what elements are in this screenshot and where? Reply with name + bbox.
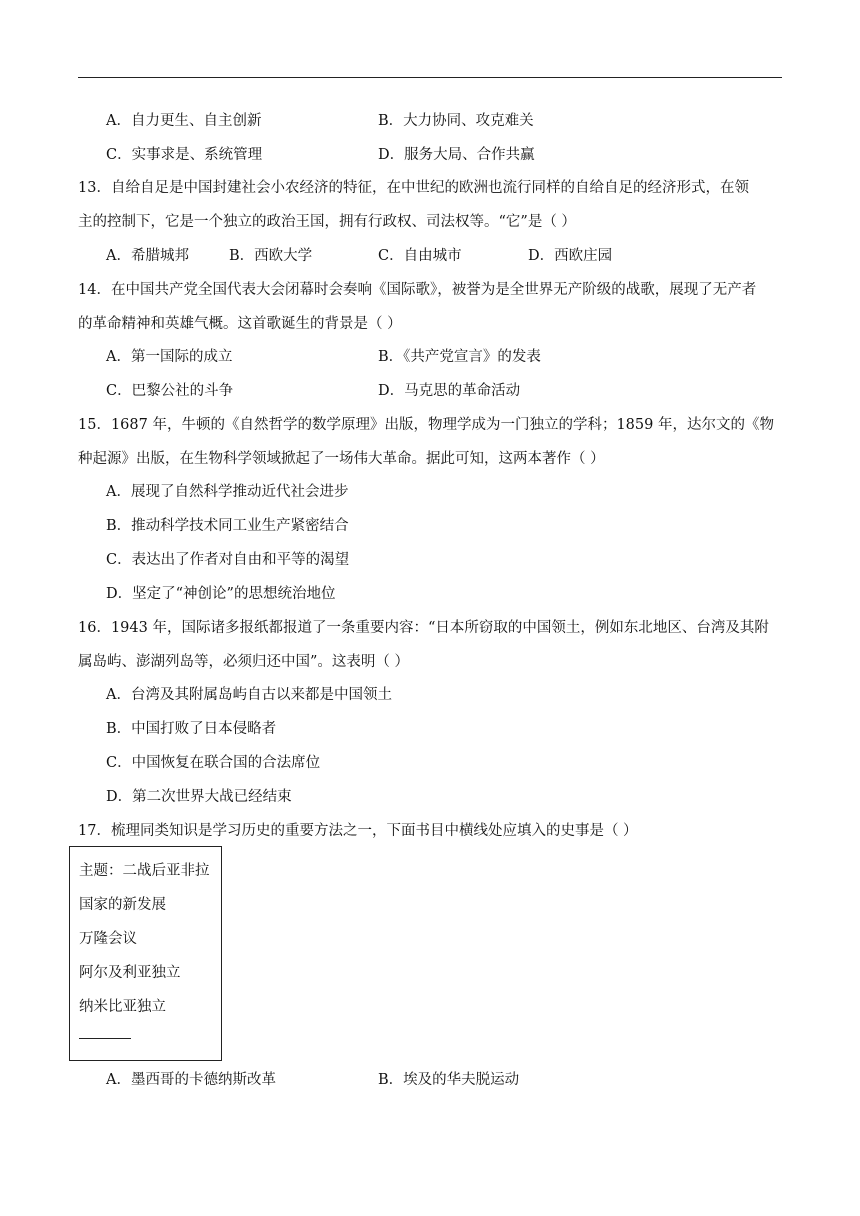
q12-option-a[interactable]: A．自力更生、自主创新 — [106, 113, 262, 129]
box-line-2: 国家的新发展 — [79, 897, 166, 913]
q12-option-b[interactable]: B．大力协同、攻克难关 — [378, 113, 534, 129]
q13-stem-line1: 13．自给自足是中国封建社会小农经济的特征，在中世纪的欧洲也流行同样的自给自足的经济形式，在领 — [78, 180, 749, 196]
header-rule — [78, 77, 782, 78]
q15-stem-line2: 种起源》出版，在生物科学领域掀起了一场伟大革命。据此可知，这两本著作（ ） — [78, 451, 605, 467]
q13-stem-line2: 主的控制下，它是一个独立的政治王国，拥有行政权、司法权等。“它”是（ ） — [78, 214, 576, 230]
q14-option-d[interactable]: D．马克思的革命活动 — [378, 383, 521, 399]
q15-option-a[interactable]: A．展现了自然科学推动近代社会进步 — [106, 484, 349, 500]
box-line-5: 纳米比亚独立 — [79, 999, 166, 1015]
q14-stem-line2: 的革命精神和英雄气概。这首歌诞生的背景是（ ） — [78, 316, 402, 332]
q16-option-a[interactable]: A．台湾及其附属岛屿自古以来都是中国领土 — [106, 687, 392, 703]
q15-option-d[interactable]: D．坚定了“神创论”的思想统治地位 — [106, 586, 336, 602]
q16-option-d[interactable]: D．第二次世界大战已经结束 — [106, 789, 292, 805]
q12-option-c[interactable]: C．实事求是、系统管理 — [106, 147, 263, 163]
box-line-1: 主题：二战后亚非拉 — [79, 863, 210, 879]
q16-option-b[interactable]: B．中国打败了日本侵略者 — [106, 721, 277, 737]
q12-option-d[interactable]: D．服务大局、合作共赢 — [378, 147, 535, 163]
fill-in-blank — [79, 1038, 131, 1039]
q14-stem-line1: 14．在中国共产党全国代表大会闭幕时会奏响《国际歌》，被誉为是全世界无产阶级的战歌，展现了无产者 — [78, 282, 757, 298]
q17-option-b[interactable]: B．埃及的华夫脱运动 — [378, 1072, 520, 1088]
q14-option-a[interactable]: A．第一国际的成立 — [106, 349, 233, 365]
q13-option-b[interactable]: B．西欧大学 — [229, 248, 313, 264]
q14-option-c[interactable]: C．巴黎公社的斗争 — [106, 383, 234, 399]
q16-stem-line1: 16．1943 年，国际诸多报纸都报道了一条重要内容：“日本所窃取的中国领土，例如东北地区、台湾及其附 — [78, 620, 769, 636]
q15-option-c[interactable]: C．表达出了作者对自由和平等的渴望 — [106, 552, 350, 568]
topic-box — [69, 846, 222, 1061]
q16-option-c[interactable]: C．中国恢复在联合国的合法席位 — [106, 755, 321, 771]
q15-stem-line1: 15．1687 年，牛顿的《自然哲学的数学原理》出版，物理学成为一门独立的学科；1859 年，达尔文的《物 — [78, 417, 774, 433]
q13-option-c[interactable]: C．自由城市 — [378, 248, 462, 264]
q15-option-b[interactable]: B．推动科学技术同工业生产紧密结合 — [106, 518, 349, 534]
q17-stem: 17．梳理同类知识是学习历史的重要方法之一，下面书目中横线处应填入的史事是（ ） — [78, 823, 638, 839]
box-line-3: 万隆会议 — [79, 931, 137, 947]
q17-option-a[interactable]: A．墨西哥的卡德纳斯改革 — [106, 1072, 276, 1088]
q13-option-d[interactable]: D．西欧庄园 — [528, 248, 613, 264]
q14-option-b[interactable]: B．《共产党宣言》的发表 — [378, 349, 541, 365]
q13-option-a[interactable]: A．希腊城邦 — [106, 248, 189, 264]
box-line-4: 阿尔及利亚独立 — [79, 965, 181, 981]
q16-stem-line2: 属岛屿、澎湖列岛等，必须归还中国”。这表明（ ） — [78, 654, 410, 670]
